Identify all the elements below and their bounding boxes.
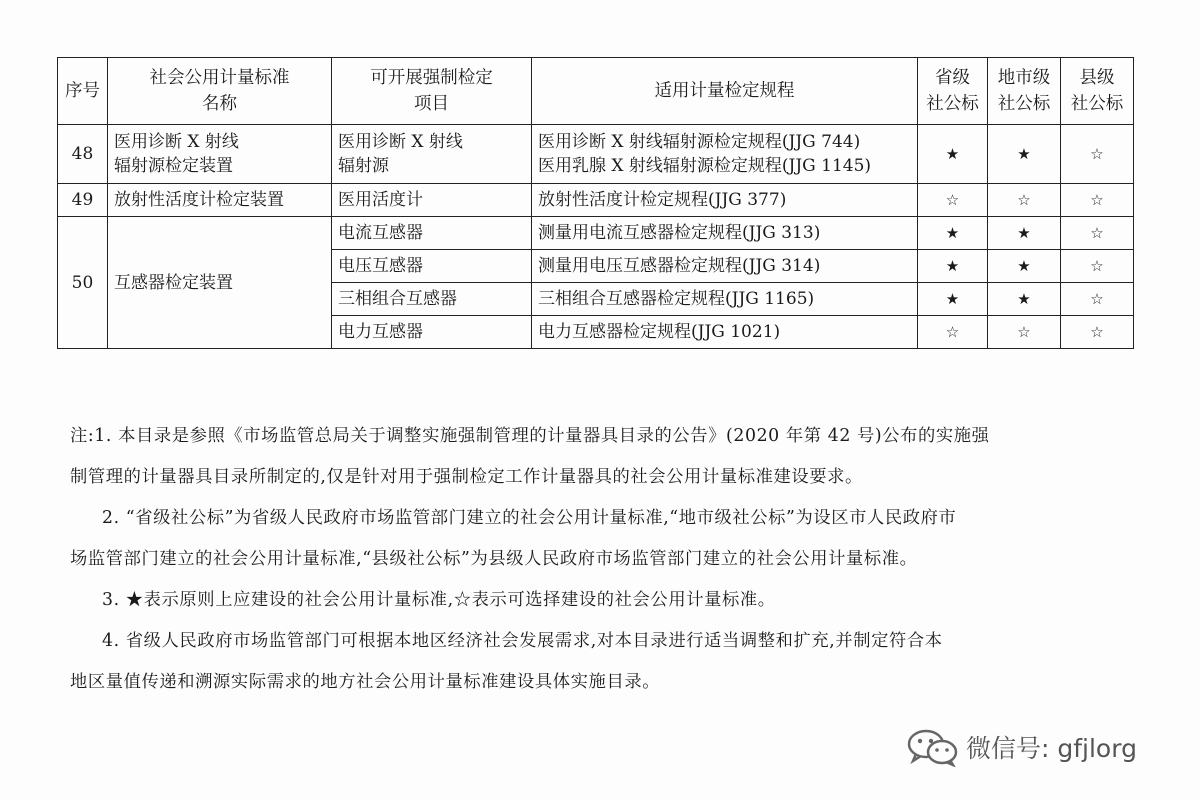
- cell-city-mark: ☆: [988, 184, 1061, 217]
- note-4: [70, 621, 1140, 703]
- header-regulation: 适用计量检定规程: [532, 58, 918, 125]
- cell-provincial-mark: ★: [918, 217, 988, 250]
- cell-county-mark: ☆: [1061, 283, 1134, 316]
- header-inspection-item: 可开展强制检定 项目: [332, 58, 532, 125]
- cell-inspection-item: 医用诊断 X 射线 辐射源: [332, 125, 532, 184]
- header-county: 县级 社公标: [1061, 58, 1134, 125]
- note-4-line-1: 4. 省级人民政府市场监管部门可根据本地区经济社会发展需求,对本目录进行适当调整和扩充,并制定符合本: [102, 631, 943, 651]
- cell-inspection-item: 医用活度计: [332, 184, 532, 217]
- table-header-row: [58, 58, 1134, 125]
- cell-provincial-mark: ☆: [918, 316, 988, 349]
- cell-regulation: 测量用电压互感器检定规程(JJG 314): [532, 250, 918, 283]
- cell-city-mark: ★: [988, 217, 1061, 250]
- cell-standard-name: 医用诊断 X 射线 辐射源检定装置: [108, 125, 332, 184]
- note-3: [70, 580, 1140, 621]
- note-1-line-1: 注:1. 本目录是参照《市场监管总局关于调整实施强制管理的计量器具目录的公告》(2020 年第 42 号)公布的实施强: [70, 426, 990, 446]
- header-provincial: 省级 社公标: [918, 58, 988, 125]
- watermark: [904, 725, 1137, 769]
- cell-provincial-mark: ☆: [918, 184, 988, 217]
- cell-county-mark: ☆: [1061, 217, 1134, 250]
- cell-city-mark: ☆: [988, 316, 1061, 349]
- cell-seq: 48: [58, 125, 108, 184]
- cell-regulation: 测量用电流互感器检定规程(JJG 313): [532, 217, 918, 250]
- cell-regulation: 放射性活度计检定规程(JJG 377): [532, 184, 918, 217]
- cell-city-mark: ★: [988, 283, 1061, 316]
- cell-county-mark: ☆: [1061, 250, 1134, 283]
- cell-inspection-item: 三相组合互感器: [332, 283, 532, 316]
- note-2-line-2: 场监管部门建立的社会公用计量标准,“县级社公标”为县级人民政府市场监管部门建立的社会公用计量标准。: [70, 549, 918, 569]
- note-3-line-1: 3. ★表示原则上应建设的社会公用计量标准,☆表示可选择建设的社会公用计量标准。: [102, 590, 776, 610]
- cell-seq: 49: [58, 184, 108, 217]
- standards-table: [57, 57, 1134, 349]
- notes-section: [70, 416, 1140, 703]
- note-2: [70, 498, 1140, 580]
- cell-seq: 50: [58, 217, 108, 349]
- cell-county-mark: ☆: [1061, 125, 1134, 184]
- cell-inspection-item: 电压互感器: [332, 250, 532, 283]
- watermark-text: 微信号: gfjlorg: [966, 734, 1137, 763]
- cell-regulation: 医用诊断 X 射线辐射源检定规程(JJG 744) 医用乳腺 X 射线辐射源检定规程(JJG 1145): [532, 125, 918, 184]
- cell-provincial-mark: ★: [918, 250, 988, 283]
- header-city: 地市级 社公标: [988, 58, 1061, 125]
- wechat-icon: [904, 727, 960, 767]
- note-4-line-2: 地区量值传递和溯源实际需求的地方社会公用计量标准建设具体实施目录。: [70, 672, 661, 692]
- cell-county-mark: ☆: [1061, 316, 1134, 349]
- cell-inspection-item: 电力互感器: [332, 316, 532, 349]
- cell-provincial-mark: ★: [918, 283, 988, 316]
- note-1: [70, 416, 1140, 498]
- header-standard-name: 社会公用计量标准 名称: [108, 58, 332, 125]
- cell-provincial-mark: ★: [918, 125, 988, 184]
- note-1-line-2: 制管理的计量器具目录所制定的,仅是针对用于强制检定工作计量器具的社会公用计量标准建设要求。: [70, 467, 863, 487]
- table-row: [58, 125, 1134, 184]
- cell-city-mark: ★: [988, 125, 1061, 184]
- cell-standard-name: 互感器检定装置: [108, 217, 332, 349]
- cell-city-mark: ★: [988, 250, 1061, 283]
- cell-standard-name: 放射性活度计检定装置: [108, 184, 332, 217]
- cell-regulation: 电力互感器检定规程(JJG 1021): [532, 316, 918, 349]
- header-seq: 序号: [58, 58, 108, 125]
- table-row: [58, 184, 1134, 217]
- note-2-line-1: 2. “省级社公标”为省级人民政府市场监管部门建立的社会公用计量标准,“地市级社公标”为设区市人民政府市: [102, 508, 957, 528]
- cell-inspection-item: 电流互感器: [332, 217, 532, 250]
- cell-regulation: 三相组合互感器检定规程(JJG 1165): [532, 283, 918, 316]
- cell-county-mark: ☆: [1061, 184, 1134, 217]
- table-row: [58, 217, 1134, 250]
